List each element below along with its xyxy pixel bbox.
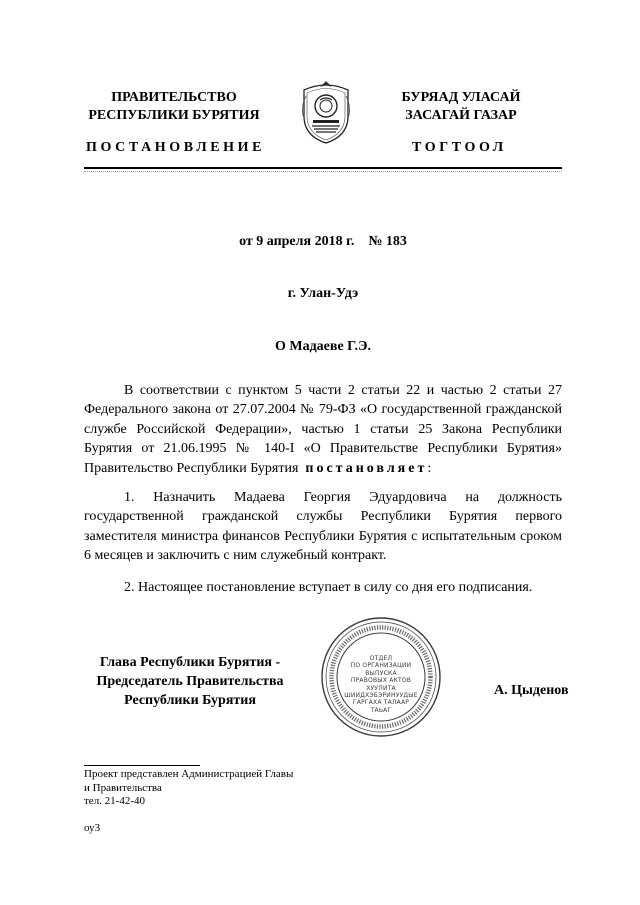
preamble-emphasis: постановляет (305, 460, 428, 476)
signatory-name: А. Цыденов (494, 683, 569, 698)
footnote-line2: и Правительства (84, 781, 162, 794)
stamp-line: ПРАВОВЫХ АКТОВ (350, 677, 412, 685)
signatory-title-line3: Республики Бурятия (124, 693, 256, 708)
signatory-title-line1: Глава Республики Бурятия - (99, 655, 281, 670)
stamp-text (342, 655, 420, 714)
footnote-rule (84, 765, 200, 766)
footnote-line1: Проект представлен Администрацией Главы (84, 768, 294, 780)
preamble-text: В соответствии с пунктом 5 части 2 статьи 22 и частью 2 статьи 27 Федерального закона от 27.07.2004 № 79-ФЗ «О государственной гражданской службе Российской Федерации», частью 1 статьи 25 Закона Республики Бурятия от 21.06.1995 № 140-I «О Правительстве Республики Бурятия» Правительство Республики Бурятия (84, 383, 562, 476)
footnote-code: оу3 (84, 822, 101, 834)
footnote-phone: тел. 21-42-40 (84, 795, 146, 808)
stamp-line: ВЫПУСКА (365, 669, 397, 677)
stamp-line: ТАЬАГ (370, 706, 392, 714)
date-line (84, 234, 562, 250)
doc-number: № 183 (368, 234, 407, 249)
city: г. Улан-Удэ (287, 286, 359, 301)
doc-type-ru: ПОСТАНОВЛЕНИЕ (86, 140, 266, 155)
preamble-end: : (427, 460, 432, 476)
header-org-ru (86, 89, 262, 125)
stamp-line: ГАРГАХА ТАЛААР (352, 699, 410, 707)
paragraph-item-1 (84, 488, 562, 566)
stamp-line: ОТДЕЛ (369, 655, 393, 662)
header-org-ru-line2: РЕСПУБЛИКИ БУРЯТИЯ (88, 108, 260, 123)
stamp-line: ХУУЛИТА (366, 684, 396, 692)
republic-emblem-icon (296, 78, 356, 146)
doc-subject: О Мадаеве Г.Э. (275, 339, 371, 354)
header-rule (84, 167, 562, 169)
header-org-bua-line1: БУРЯАД УЛАСАЙ (401, 90, 521, 105)
header-rule-dotted (84, 171, 562, 172)
item-2-text: 2. Настоящее постановление вступает в силу со дня его подписания. (124, 580, 533, 595)
footnote (84, 768, 293, 809)
header-org-bua (378, 89, 544, 125)
doc-date: от 9 апреля 2018 г. (239, 234, 355, 249)
doc-type-bua: ТОГТООЛ (412, 140, 507, 155)
signatory-title-line2: Председатель Правительства (96, 674, 284, 689)
header-org-bua-line2: ЗАСАГАЙ ГАЗАР (405, 108, 517, 123)
stamp-line: ПО ОРГАНИЗАЦИИ (350, 662, 412, 670)
paragraph-item-2 (84, 578, 562, 597)
header-org-ru-line1: ПРАВИТЕЛЬСТВО (111, 90, 237, 105)
item-1-text: 1. Назначить Мадаева Георгия Эдуардовича на должность государственной гражданской службы Республики Бурятия первого заместителя министра финансов Республики Бурятия с испытательным сроком 6 месяцев и заключить с ним служебный контракт. (84, 490, 562, 564)
signatory-title (84, 653, 296, 710)
paragraph-preamble (84, 381, 562, 478)
stamp-line: ШИИДХЭБЭРИНУУДЫЕ (344, 692, 418, 700)
